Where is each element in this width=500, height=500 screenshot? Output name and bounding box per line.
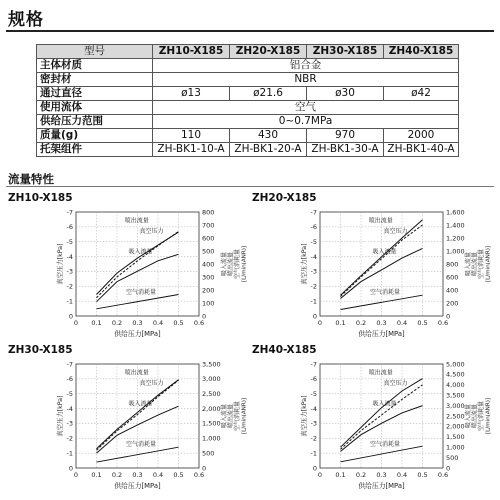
right-tick-label: 600	[446, 273, 459, 282]
right-tick-label: 800	[446, 260, 459, 269]
spec-table	[36, 44, 459, 157]
right-tick-label: 1,000	[202, 434, 221, 443]
x-tick-label: 0.3	[376, 319, 387, 327]
x-tick-label: 0.4	[152, 319, 164, 327]
right-tick-label: 3,000	[202, 375, 221, 384]
cell-value: 430	[230, 129, 307, 143]
right-tick-label: 0	[202, 312, 207, 321]
y-tick-label: 0	[68, 312, 73, 321]
discharge-curve-label: 喷出流量	[368, 369, 393, 377]
right-tick-label: 800	[202, 208, 215, 217]
left-axis-label: 真空压力[kPa]	[301, 395, 308, 437]
right-tick-label: 400	[446, 286, 459, 295]
suction-curve-label: 吸入流量	[372, 400, 397, 408]
right-axis-label: 空气消耗量	[478, 248, 485, 280]
vacuum-curve-label: 真空压力	[383, 379, 408, 387]
chart-title: ZH20-X185	[252, 192, 317, 204]
consumption-curve-label: 空气消耗量	[125, 441, 156, 449]
right-tick-label: 200	[446, 299, 459, 308]
model-header: ZH40-X185	[384, 45, 459, 59]
x-axis-label: 供给压力[MPa]	[358, 330, 405, 338]
suction-curve-label: 吸入流量	[372, 248, 397, 256]
y-tick-label: -6	[66, 223, 73, 232]
spec-row	[37, 143, 459, 157]
y-tick-label: -2	[66, 282, 73, 291]
right-axis-unit: [L/min(ANR)]	[485, 245, 492, 283]
right-tick-label: 1,200	[446, 234, 465, 243]
discharge-curve-label: 喷出流量	[124, 217, 149, 225]
vacuum-curve-label: 真空压力	[139, 227, 164, 235]
right-tick-label: 500	[446, 453, 459, 462]
vacuum-curve-label: 真空压力	[383, 227, 408, 235]
row-label: 密封材	[37, 73, 153, 87]
suction-curve-label: 吸入流量	[128, 400, 153, 408]
cell-value: ZH-BK1-10-A	[153, 143, 230, 157]
x-tick-label: 0.1	[91, 319, 102, 327]
x-tick-label: 0.2	[355, 471, 367, 479]
y-tick-label: -5	[310, 238, 317, 247]
page-title: 规格	[8, 10, 44, 30]
right-tick-label: 2,000	[446, 422, 465, 431]
right-axis-label: 喷出流量	[471, 251, 479, 277]
y-tick-label: -4	[310, 252, 317, 261]
right-tick-label: 5,000	[446, 360, 465, 369]
x-tick-label: 0	[73, 319, 79, 327]
right-axis-label: 空气消耗量	[234, 248, 241, 280]
x-tick-label: 0	[317, 319, 323, 327]
x-tick-label: 0.2	[111, 471, 123, 479]
x-tick-label: 0.5	[417, 319, 428, 327]
y-tick-label: -3	[66, 267, 73, 276]
y-tick-label: -2	[310, 282, 317, 291]
x-tick-label: 0.6	[193, 471, 205, 479]
y-tick-label: -6	[66, 375, 73, 384]
row-label: 主体材质	[37, 59, 153, 73]
right-tick-label: 4,500	[446, 370, 465, 379]
x-tick-label: 0.6	[437, 319, 449, 327]
cell-value: 110	[153, 129, 230, 143]
row-label: 通过直径	[37, 87, 153, 101]
right-tick-label: 100	[202, 299, 215, 308]
row-label: 使用流体	[37, 101, 153, 115]
cell-value: 970	[307, 129, 384, 143]
y-tick-label: -5	[310, 390, 317, 399]
y-tick-label: -7	[310, 360, 317, 369]
right-axis-unit: [L/min(ANR)]	[241, 397, 248, 435]
x-axis-label: 供给压力[MPa]	[358, 482, 405, 490]
x-tick-label: 0.1	[335, 471, 346, 479]
right-axis-label: 吸入流量	[221, 403, 228, 429]
section-divider	[6, 186, 494, 187]
right-tick-label: 2,500	[446, 412, 465, 421]
merged-value: 空气	[153, 101, 459, 115]
right-tick-label: 500	[202, 449, 215, 458]
x-tick-label: 0	[317, 471, 323, 479]
vacuum-curve-label: 真空压力	[139, 379, 164, 387]
cell-value: ø13	[153, 87, 230, 101]
x-axis-label: 供给压力[MPa]	[114, 330, 161, 338]
right-tick-label: 600	[202, 234, 215, 243]
y-tick-label: -4	[66, 252, 73, 261]
right-tick-label: 0	[446, 312, 451, 321]
right-axis-label: 喷出流量	[471, 403, 479, 429]
x-tick-label: 0.3	[132, 319, 143, 327]
x-tick-label: 0.5	[417, 471, 428, 479]
cell-value: ZH-BK1-20-A	[230, 143, 307, 157]
x-tick-label: 0.1	[91, 471, 102, 479]
spec-row	[37, 115, 459, 129]
cell-value: ZH-BK1-30-A	[307, 143, 384, 157]
y-tick-label: -1	[66, 449, 73, 458]
right-axis-label: 吸入流量	[465, 251, 472, 277]
discharge-curve-label: 喷出流量	[124, 369, 149, 377]
merged-value: NBR	[153, 73, 459, 87]
right-tick-label: 4,000	[446, 381, 465, 390]
right-tick-label: 300	[202, 273, 215, 282]
right-tick-label: 700	[202, 221, 215, 230]
consumption-curve-label: 空气消耗量	[369, 441, 400, 449]
y-tick-label: -1	[310, 449, 317, 458]
right-tick-label: 2,500	[202, 390, 221, 399]
right-tick-label: 1,500	[202, 419, 221, 428]
right-tick-label: 3,500	[446, 391, 465, 400]
row-label: 托架组件	[37, 143, 153, 157]
right-axis-unit: [L/min(ANR)]	[241, 245, 248, 283]
right-tick-label: 200	[202, 286, 215, 295]
y-tick-label: -2	[66, 434, 73, 443]
chart-title: ZH10-X185	[8, 192, 73, 204]
y-tick-label: -3	[310, 267, 317, 276]
consumption-curve-label: 空气消耗量	[125, 289, 156, 297]
right-tick-label: 3,000	[446, 401, 465, 410]
x-tick-label: 0.4	[152, 471, 164, 479]
x-tick-label: 0.2	[111, 319, 123, 327]
y-tick-label: -4	[310, 404, 317, 413]
cell-value: 2000	[384, 129, 459, 143]
y-tick-label: -1	[66, 297, 73, 306]
spec-row	[37, 87, 459, 101]
right-tick-label: 1,600	[446, 208, 465, 217]
spec-row	[37, 101, 459, 115]
flow-section-title: 流量特性	[8, 172, 54, 186]
y-tick-label: -6	[310, 375, 317, 384]
left-axis-label: 真空压力[kPa]	[57, 395, 64, 437]
y-tick-label: -4	[66, 404, 73, 413]
cell-value: ZH-BK1-40-A	[384, 143, 459, 157]
model-header: ZH20-X185	[230, 45, 307, 59]
discharge-curve-label: 喷出流量	[368, 217, 393, 225]
right-axis-label: 吸入流量	[465, 403, 472, 429]
title-divider	[6, 30, 494, 32]
right-axis-label: 空气消耗量	[478, 400, 485, 432]
right-tick-label: 2,000	[202, 404, 221, 413]
right-tick-label: 0	[202, 464, 207, 473]
x-tick-label: 0.5	[173, 471, 184, 479]
y-tick-label: -2	[310, 434, 317, 443]
left-axis-label: 真空压力[kPa]	[301, 243, 308, 285]
row-label: 供给压力范围	[37, 115, 153, 129]
right-axis-label: 喷出流量	[227, 251, 235, 277]
y-tick-label: 0	[312, 312, 317, 321]
y-tick-label: -5	[66, 238, 73, 247]
merged-value: 0~0.7MPa	[153, 115, 459, 129]
y-tick-label: -5	[66, 390, 73, 399]
x-tick-label: 0	[73, 471, 79, 479]
header-label: 型号	[37, 45, 153, 59]
right-axis-label: 吸入流量	[221, 251, 228, 277]
consumption-curve-label: 空气消耗量	[369, 289, 400, 297]
y-tick-label: -3	[310, 419, 317, 428]
model-header: ZH30-X185	[307, 45, 384, 59]
right-tick-label: 3,500	[202, 360, 221, 369]
x-tick-label: 0.1	[335, 319, 346, 327]
x-tick-label: 0.5	[173, 319, 184, 327]
x-tick-label: 0.2	[355, 319, 367, 327]
spec-header-row	[37, 45, 459, 59]
spec-row	[37, 73, 459, 87]
right-axis-label: 喷出流量	[227, 403, 235, 429]
left-axis-label: 真空压力[kPa]	[57, 243, 64, 285]
right-tick-label: 400	[202, 260, 215, 269]
right-tick-label: 1,400	[446, 221, 465, 230]
y-tick-label: 0	[312, 464, 317, 473]
x-tick-label: 0.6	[437, 471, 449, 479]
flow-chart-zh40	[248, 358, 492, 494]
y-tick-label: -7	[66, 360, 73, 369]
suction-curve-label: 吸入流量	[128, 248, 153, 256]
right-tick-label: 1,500	[446, 433, 465, 442]
right-tick-label: 0	[446, 464, 451, 473]
model-header: ZH10-X185	[153, 45, 230, 59]
y-tick-label: -7	[310, 208, 317, 217]
flow-chart-zh30	[4, 358, 248, 494]
row-label: 质量(g)	[37, 129, 153, 143]
right-tick-label: 500	[202, 247, 215, 256]
flow-chart-zh20	[248, 206, 492, 342]
x-axis-label: 供给压力[MPa]	[114, 482, 161, 490]
y-tick-label: -3	[66, 419, 73, 428]
y-tick-label: -6	[310, 223, 317, 232]
chart-title: ZH40-X185	[252, 344, 317, 356]
cell-value: ø42	[384, 87, 459, 101]
right-axis-unit: [L/min(ANR)]	[485, 397, 492, 435]
spec-row	[37, 59, 459, 73]
x-tick-label: 0.4	[396, 319, 408, 327]
right-tick-label: 1,000	[446, 247, 465, 256]
x-tick-label: 0.3	[376, 471, 387, 479]
y-tick-label: -7	[66, 208, 73, 217]
y-tick-label: 0	[68, 464, 73, 473]
chart-title: ZH30-X185	[8, 344, 73, 356]
y-tick-label: -1	[310, 297, 317, 306]
right-axis-label: 空气消耗量	[234, 400, 241, 432]
cell-value: ø30	[307, 87, 384, 101]
cell-value: ø21.6	[230, 87, 307, 101]
x-tick-label: 0.6	[193, 319, 205, 327]
x-tick-label: 0.4	[396, 471, 408, 479]
spec-row	[37, 129, 459, 143]
right-tick-label: 1,000	[446, 443, 465, 452]
flow-chart-zh10	[4, 206, 248, 342]
x-tick-label: 0.3	[132, 471, 143, 479]
merged-value: 铝合金	[153, 59, 459, 73]
